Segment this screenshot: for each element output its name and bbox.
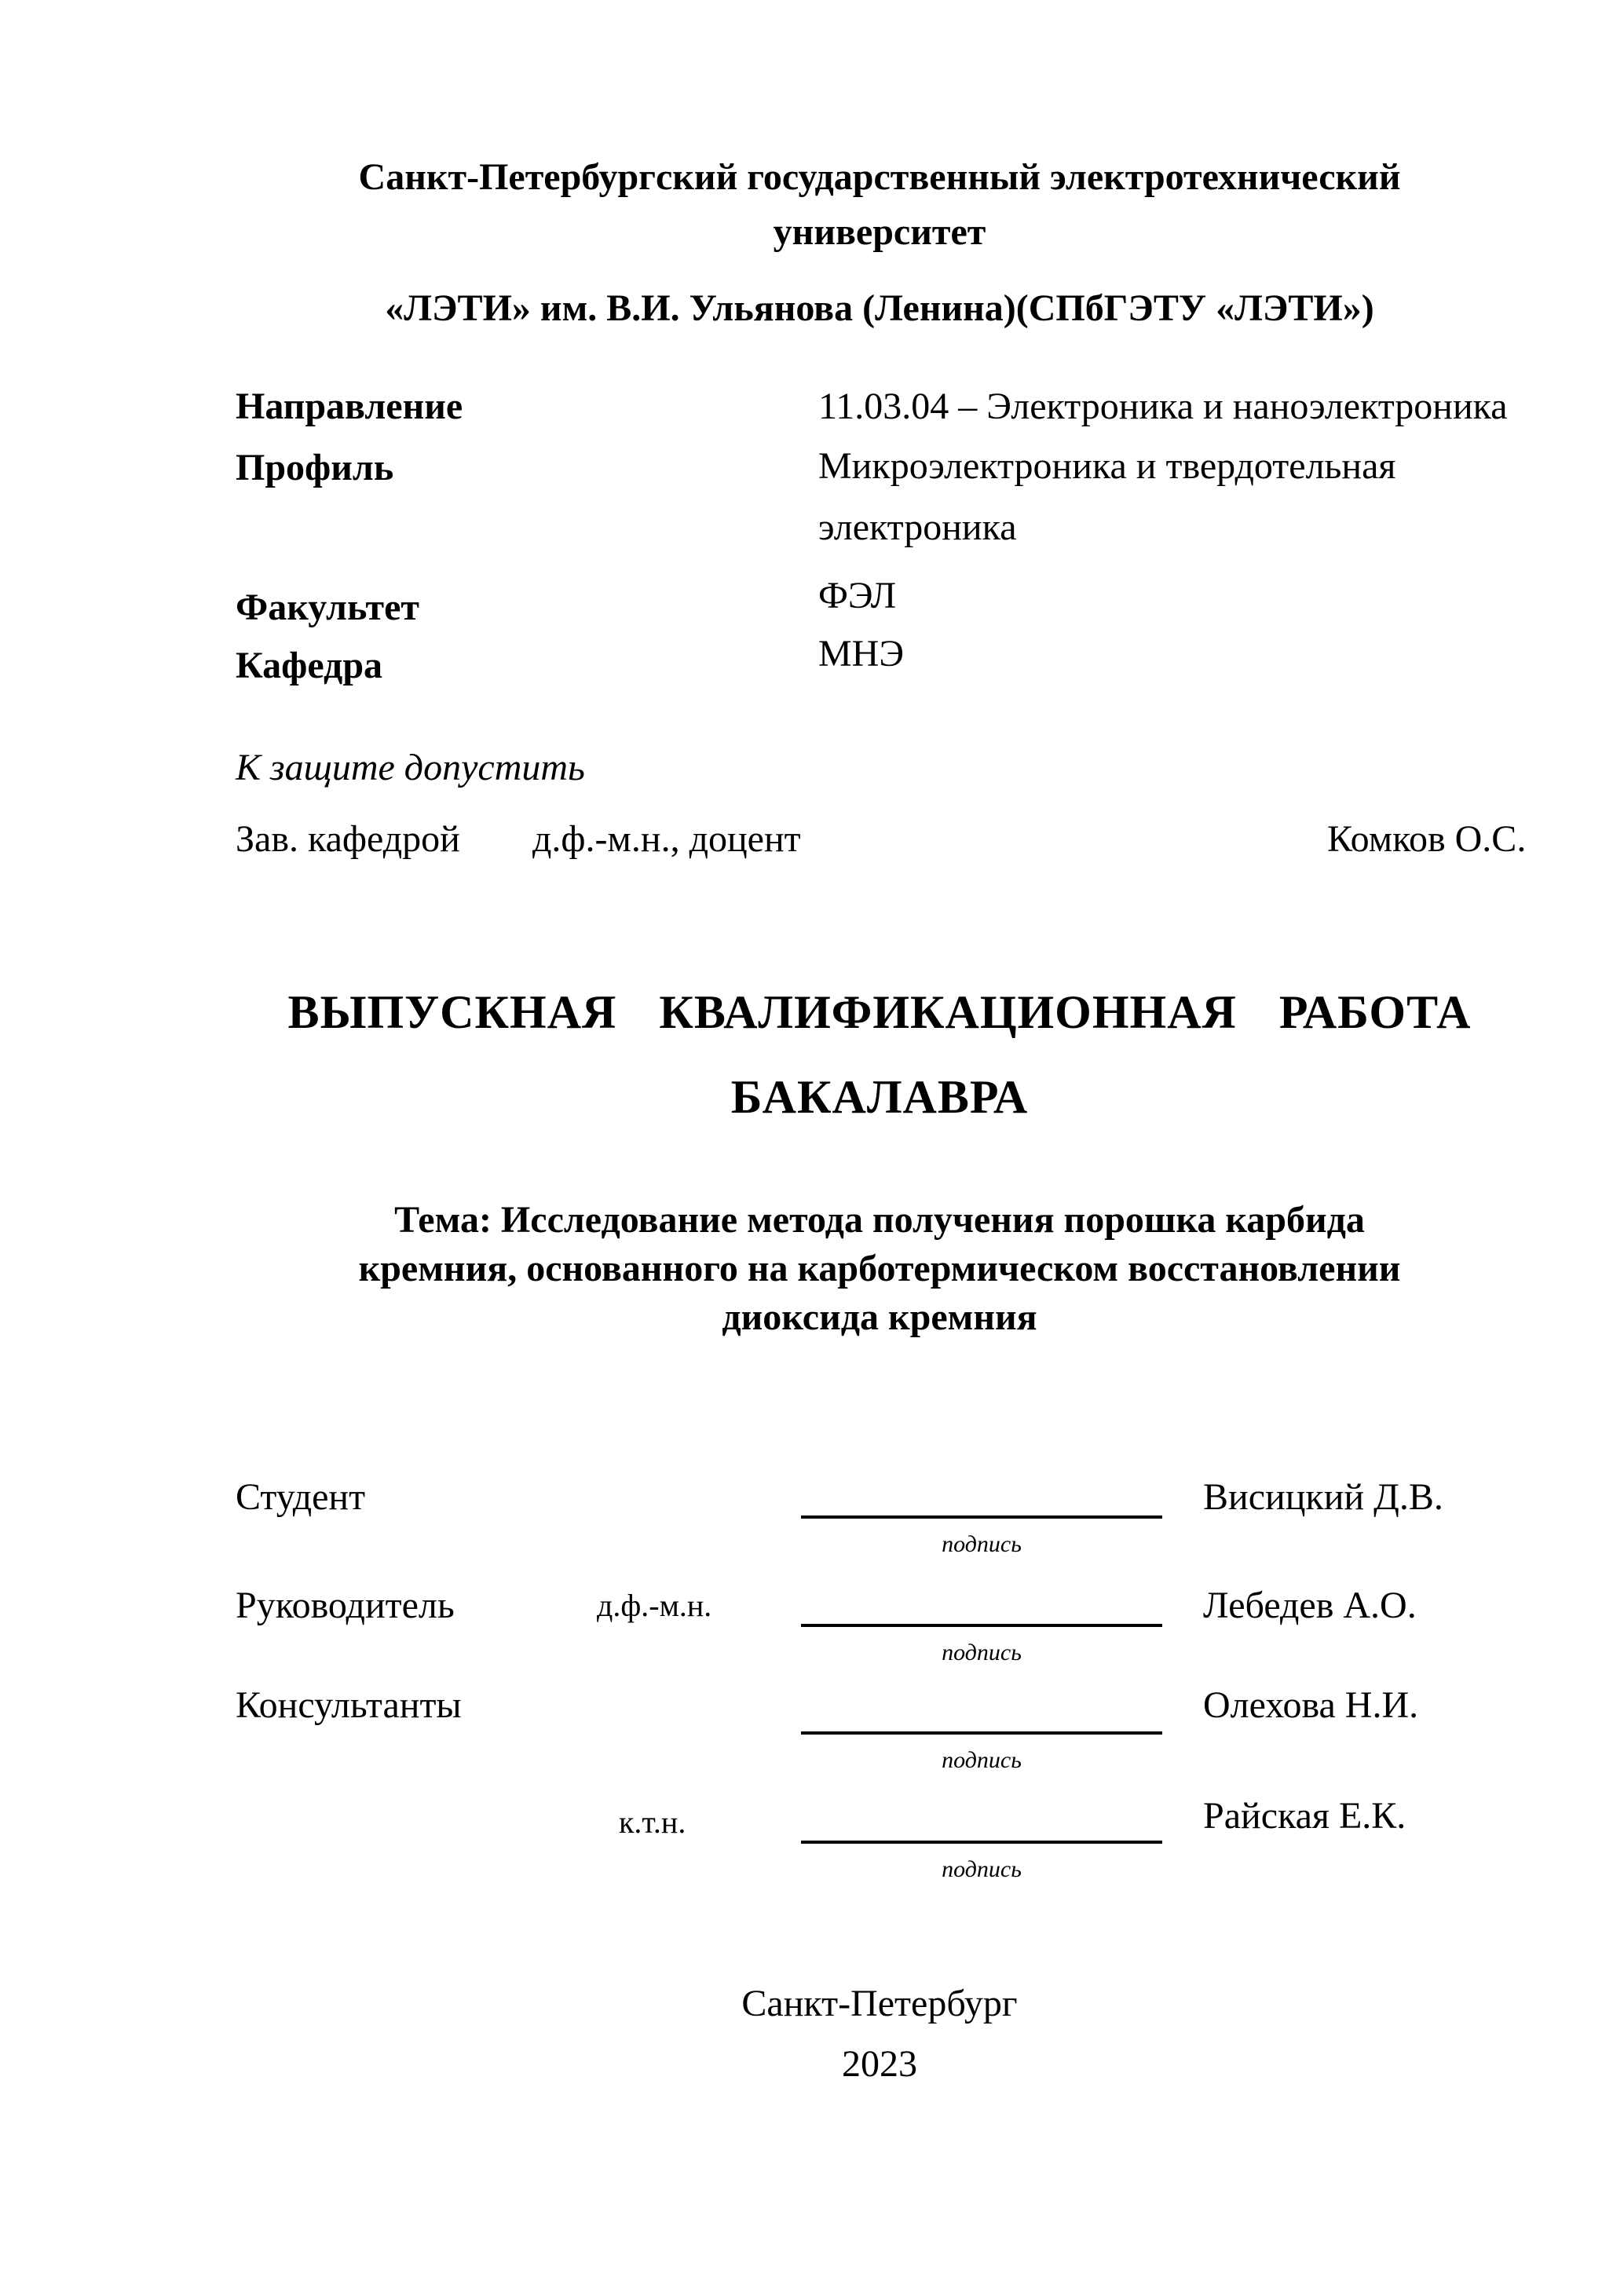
consultant1-signature-line [801, 1731, 1162, 1735]
supervisor-signature-line [801, 1624, 1162, 1627]
profile-value-line2: электроника [818, 506, 1017, 548]
profile-value-line1: Микроэлектроника и твердотельная [818, 445, 1396, 487]
admission-note: К защите допустить [236, 747, 585, 788]
direction-label: Направление [236, 386, 463, 427]
theme-line3: диоксида кремния [722, 1296, 1037, 1338]
consultant1-name: Олехова Н.И. [1203, 1684, 1419, 1726]
student-name: Висицкий Д.В. [1203, 1476, 1443, 1518]
university-abbreviation: «ЛЭТИ» им. В.И. Ульянова (Ленина)(СПбГЭТУ «ЛЭТИ») [385, 287, 1374, 329]
consultants-label: Консультанты [236, 1684, 462, 1726]
university-name-line1: Санкт-Петербургский государственный электротехнический [358, 156, 1401, 198]
footer-year: 2023 [842, 2043, 917, 2085]
university-name-line2: университет [773, 211, 986, 253]
supervisor-name: Лебедев А.О. [1203, 1585, 1417, 1626]
consultant1-signature-caption: подпись [942, 1747, 1022, 1773]
consultant2-name: Райская Е.К. [1203, 1795, 1406, 1837]
theme-block [240, 1196, 1520, 1342]
dept-head-name: Комков О.С. [1327, 818, 1527, 860]
consultant2-degree: к.т.н. [619, 1804, 686, 1840]
dept-head-degree: д.ф.-м.н., доцент [532, 818, 801, 860]
direction-value: 11.03.04 – Электроника и наноэлектроника [818, 386, 1508, 427]
theme-line1: Тема: Исследование метода получения порошка карбида [394, 1199, 1365, 1241]
student-signature-line [801, 1515, 1162, 1519]
theme-line2: кремния, основанного на карботермическом восстановлении [358, 1248, 1401, 1289]
work-title-line1: ВЫПУСКНАЯ КВАЛИФИКАЦИОННАЯ РАБОТА [287, 986, 1472, 1038]
work-title-line2: БАКАЛАВРА [730, 1071, 1029, 1123]
supervisor-label: Руководитель [236, 1585, 455, 1626]
department-value: МНЭ [818, 633, 905, 675]
footer-city: Санкт-Петербург [741, 1983, 1018, 2024]
supervisor-degree: д.ф.-м.н. [597, 1588, 712, 1623]
faculty-value: ФЭЛ [818, 575, 897, 616]
consultant2-signature-line [801, 1841, 1162, 1844]
dept-head-label: Зав. кафедрой [236, 818, 460, 860]
profile-label: Профиль [236, 447, 394, 488]
department-label: Кафедра [236, 645, 383, 686]
supervisor-signature-caption: подпись [942, 1640, 1022, 1665]
faculty-label: Факультет [236, 587, 419, 628]
consultant2-signature-caption: подпись [942, 1856, 1022, 1882]
student-signature-caption: подпись [942, 1531, 1022, 1557]
student-label: Студент [236, 1476, 366, 1518]
